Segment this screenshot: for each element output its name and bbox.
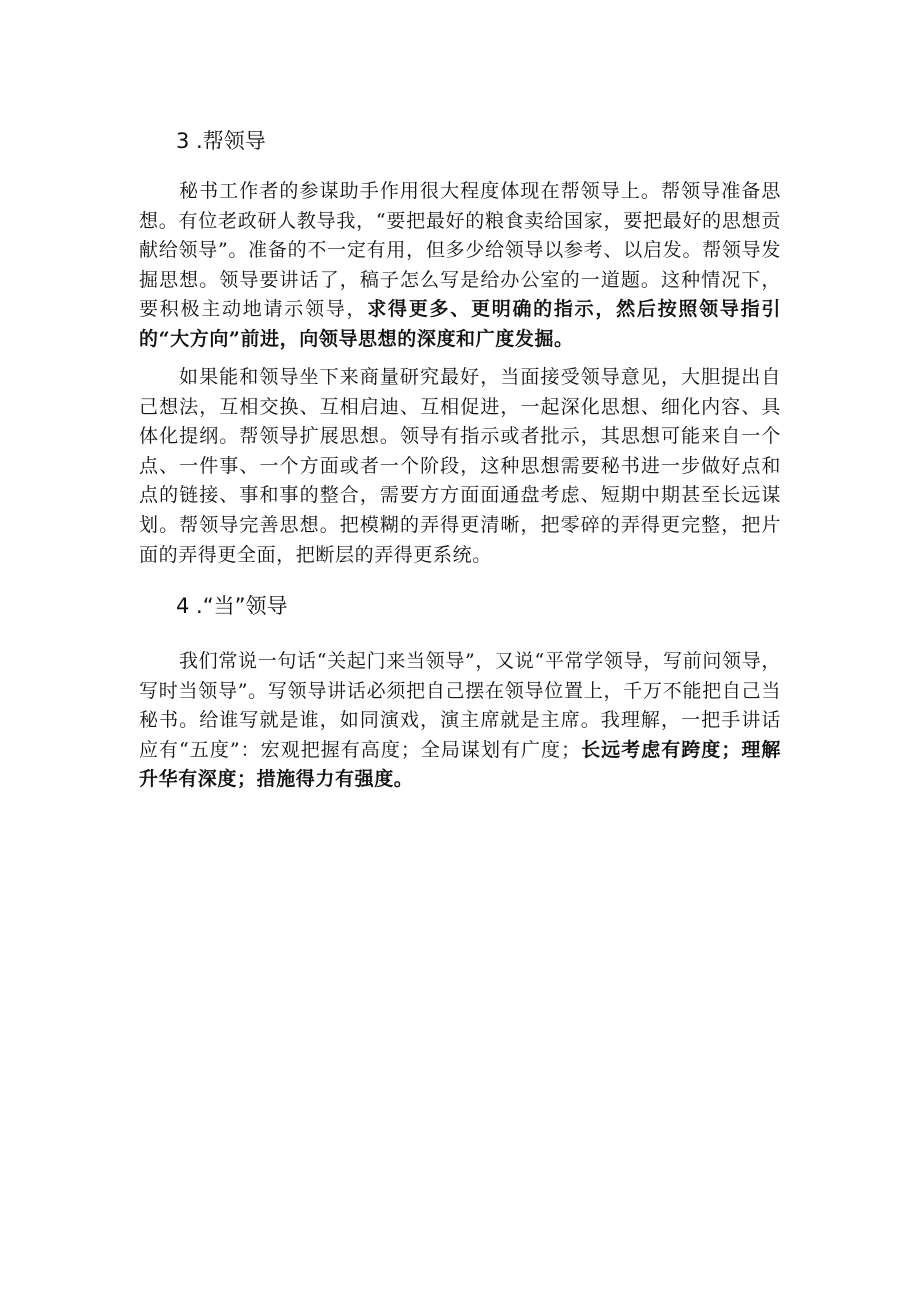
section-3-paragraph-1 — [139, 177, 781, 355]
section-4-paragraph-1 — [139, 647, 781, 795]
paragraph-text: 我们常说一句话“关起门来当领导”，又说“平常学领导，写前问领导，写时当领导”。写领导讲话必须把自己摆在领导位置上，千万不能把自己当秘书。给谁写就是谁，如同演戏，演主席就是主席。我理解，一把手讲话应有“五度”：宏观把握有高度；全局谋划有广度； — [139, 650, 781, 761]
paragraph-text: 秘书工作者的参谋助手作用很大程度体现在帮领导上。帮领导准备思想。有位老政研人教导我，“要把最好的粮食卖给国家，要把最好的思想贡献给领导”。准备的不一定有用，但多少给领导以参考、以启发。帮领导发掘思想。领导要讲话了，稿子怎么写是给办公室的一道题。这种情况下，要积极主动地请示领导， — [139, 180, 781, 321]
paragraph-bold-text: 长远考虑有跨度；理解升华有深度；措施得力有强度。 — [139, 738, 781, 791]
paragraph-bold-text: 求得更多、更明确的指示，然后按照领导指引的“大方向”前进，向领导思想的深度和广度发掘。 — [139, 298, 781, 350]
section-3-paragraph-2 — [139, 363, 781, 570]
paragraph-text: 如果能和领导坐下来商量研究最好，当面接受领导意见，大胆提出自己想法，互相交换、互相启迪、互相促进，一起深化思想、细化内容、具体化提纲。帮领导扩展思想。领导有指示或者批示，其思想可能来自一个点、一件事、一个方面或者一个阶段，这种思想需要秘书进一步做好点和点的链接、事和事的整合，需要方方面面通盘考虑、短期中期甚至长远谋划。帮领导完善思想。把模糊的弄得更清晰，把零碎的弄得更完整，把片面的弄得更全面，把断层的弄得更系统。 — [139, 366, 781, 566]
section-heading-3: 3 .帮领导 — [176, 129, 266, 153]
section-heading-4: 4 .“当”领导 — [176, 594, 288, 618]
